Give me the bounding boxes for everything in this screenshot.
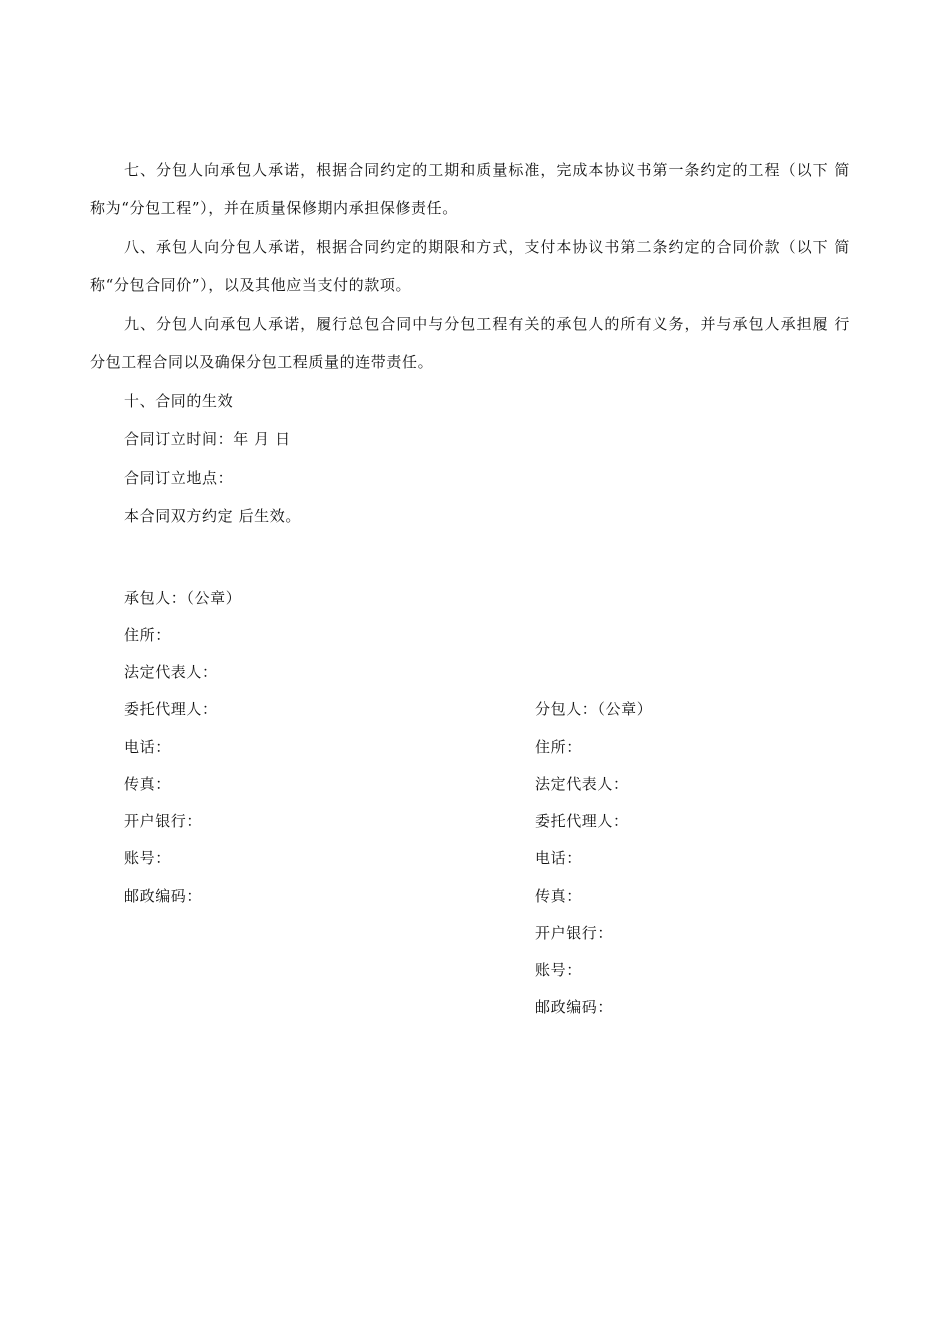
contractor-fax: 传真：: [124, 775, 171, 793]
contractor-agent: 委托代理人：: [124, 700, 218, 718]
subcontractor-account: 账号：: [535, 961, 582, 979]
subcontractor-name: 分包人：（公章）: [535, 700, 653, 718]
contractor-account: 账号：: [124, 849, 171, 867]
sign-place: 合同订立地点：: [124, 469, 234, 487]
clause-9-line-2: 分包工程合同以及确保分包工程质量的连带责任。: [90, 353, 434, 371]
sign-time: 合同订立时间：年 月 日: [124, 430, 291, 448]
contractor-bank: 开户银行：: [124, 812, 203, 830]
subcontractor-phone: 电话：: [535, 849, 582, 867]
clause-8-line-1: 八、承包人向分包人承诺，根据合同约定的期限和方式，支付本协议书第二条约定的合同价款（以下 简: [124, 238, 850, 256]
clause-8-line-2: 称“分包合同价”），以及其他应当支付的款项。: [90, 276, 412, 294]
contractor-legal-rep: 法定代表人：: [124, 663, 218, 681]
subcontractor-address: 住所：: [535, 738, 582, 756]
subcontractor-fax: 传真：: [535, 887, 582, 905]
clause-7-line-1: 七、分包人向承包人承诺，根据合同约定的工期和质量标准，完成本协议书第一条约定的工程（以下 简: [124, 161, 850, 179]
contractor-name: 承包人：（公章）: [124, 589, 242, 607]
subcontractor-postcode: 邮政编码：: [535, 998, 614, 1016]
effective-clause: 本合同双方约定 后生效。: [124, 507, 301, 525]
subcontractor-legal-rep: 法定代表人：: [535, 775, 629, 793]
contractor-phone: 电话：: [124, 738, 171, 756]
clause-9-line-1: 九、分包人向承包人承诺，履行总包合同中与分包工程有关的承包人的所有义务，并与承包人承担履 行: [124, 315, 850, 333]
contractor-postcode: 邮政编码：: [124, 887, 203, 905]
effect-heading: 十、合同的生效: [124, 392, 234, 410]
contractor-address: 住所：: [124, 626, 171, 644]
clause-7-line-2: 称为“分包工程”），并在质量保修期内承担保修责任。: [90, 199, 458, 217]
subcontractor-agent: 委托代理人：: [535, 812, 629, 830]
subcontractor-bank: 开户银行：: [535, 924, 614, 942]
